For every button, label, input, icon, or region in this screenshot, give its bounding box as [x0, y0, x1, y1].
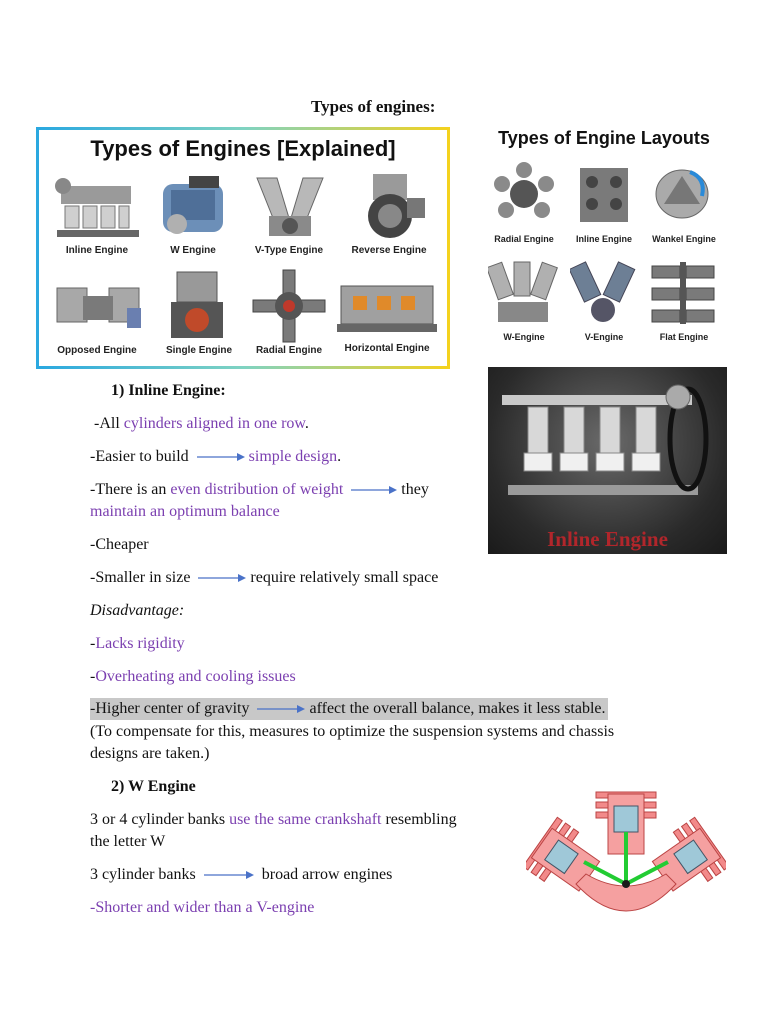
caption-flat-engine: Flat Engine — [659, 332, 709, 342]
w-point-three-banks — [90, 864, 392, 886]
disadvantage-overheating — [90, 666, 296, 688]
arrow-icon — [193, 452, 245, 462]
v-type-engine-image — [247, 168, 333, 246]
text: require relatively small space — [250, 569, 439, 586]
caption-opposed-engine: Opposed Engine — [57, 345, 137, 356]
engines-explained-figure — [36, 127, 450, 369]
caption-radial-engine: Radial Engine — [255, 345, 323, 356]
inline-engine-photo — [488, 367, 727, 554]
wankel-layout-image — [650, 160, 714, 230]
text-purple: even distribution of weight — [170, 481, 344, 498]
inline-point-cheaper: -Cheaper — [90, 536, 149, 553]
section-heading-inline-engine: 1) Inline Engine: — [111, 382, 226, 399]
caption-horizontal-engine: Horizontal Engine — [344, 343, 430, 354]
inline-point-cylinders — [94, 413, 309, 435]
text: . — [304, 415, 309, 432]
disadvantage-gravity — [90, 698, 608, 720]
text: 3 cylinder banks — [90, 866, 196, 883]
arrow-icon — [347, 485, 397, 495]
caption-reverse-engine: Reverse Engine — [351, 245, 427, 256]
text-purple: Lacks rigidity — [95, 635, 185, 652]
inline-point-easier — [90, 446, 341, 468]
text-purple: Overheating and cooling issues — [95, 668, 296, 685]
text: resembling — [381, 811, 457, 828]
caption-v-engine: V-Engine — [584, 332, 624, 342]
w-engine-image — [153, 168, 233, 246]
caption-wankel-engine: Wankel Engine — [652, 234, 716, 244]
text-purple: use the same crankshaft — [229, 811, 382, 828]
disadvantage-heading: Disadvantage: — [90, 602, 185, 619]
text: they — [401, 481, 429, 498]
caption-w-engine: W Engine — [170, 245, 216, 256]
caption-inline-engine: Inline Engine — [65, 245, 129, 256]
disadvantage-gravity-note-cont: designs are taken.) — [90, 745, 210, 762]
horizontal-engine-image — [335, 268, 439, 344]
caption-w-engine: W-Engine — [503, 332, 545, 342]
arrow-icon — [194, 573, 246, 583]
w-layout-image — [488, 258, 558, 328]
w-point-banks-cont: the letter W — [90, 833, 166, 850]
caption-radial-engine: Radial Engine — [494, 234, 554, 244]
disadvantage-rigidity — [90, 633, 185, 655]
caption-inline-engine: Inline Engine — [575, 234, 632, 244]
inline-point-weight-cont: maintain an optimum balance — [90, 503, 280, 520]
arrow-icon — [253, 704, 305, 714]
flat-layout-image — [648, 258, 718, 328]
radial-layout-image — [492, 160, 556, 230]
text-purple: cylinders aligned in one row — [123, 415, 305, 432]
opposed-engine-image — [53, 268, 143, 344]
page-title: Types of engines: — [311, 97, 436, 116]
text: -Higher center of gravity — [90, 700, 250, 717]
text: - — [90, 668, 96, 685]
w-engine-diagram — [526, 788, 726, 928]
figure-title: Types of Engines [Explained] — [90, 136, 396, 161]
text-purple: simple design — [248, 448, 338, 465]
inline-point-smaller — [90, 567, 438, 589]
w-point-banks — [90, 809, 457, 831]
inline-engine-render — [488, 367, 727, 527]
text: 3 or 4 cylinder banks — [90, 811, 230, 828]
text: -Smaller in size — [90, 569, 191, 586]
text: . — [337, 448, 342, 465]
caption-v-type-engine: V-Type Engine — [254, 245, 324, 256]
engine-layouts-figure — [484, 124, 724, 356]
text: affect the overall balance, makes it less stable. — [309, 700, 606, 717]
text: -Easier to build — [90, 448, 189, 465]
section-heading-w-engine: 2) W Engine — [111, 778, 196, 795]
arrow-icon — [200, 870, 254, 880]
text: - — [90, 635, 96, 652]
figure-title: Types of Engine Layouts — [498, 128, 710, 148]
inline-engine-image — [53, 168, 143, 246]
radial-engine-image — [249, 268, 329, 344]
text: -There is an — [90, 481, 171, 498]
single-engine-image — [159, 268, 239, 344]
inline-layout-image — [572, 160, 636, 230]
inline-point-weight — [90, 479, 429, 501]
caption-single-engine: Single Engine — [165, 345, 233, 356]
w-point-shorter: -Shorter and wider than a V-engine — [90, 899, 315, 916]
text: broad arrow engines — [261, 866, 393, 883]
v-layout-image — [570, 258, 636, 328]
disadvantage-gravity-note: (To compensate for this, measures to optimize the suspension systems and chassis — [90, 723, 615, 740]
reverse-engine-image — [347, 168, 433, 246]
text: -All — [94, 415, 124, 432]
photo-label: Inline Engine — [547, 527, 668, 551]
